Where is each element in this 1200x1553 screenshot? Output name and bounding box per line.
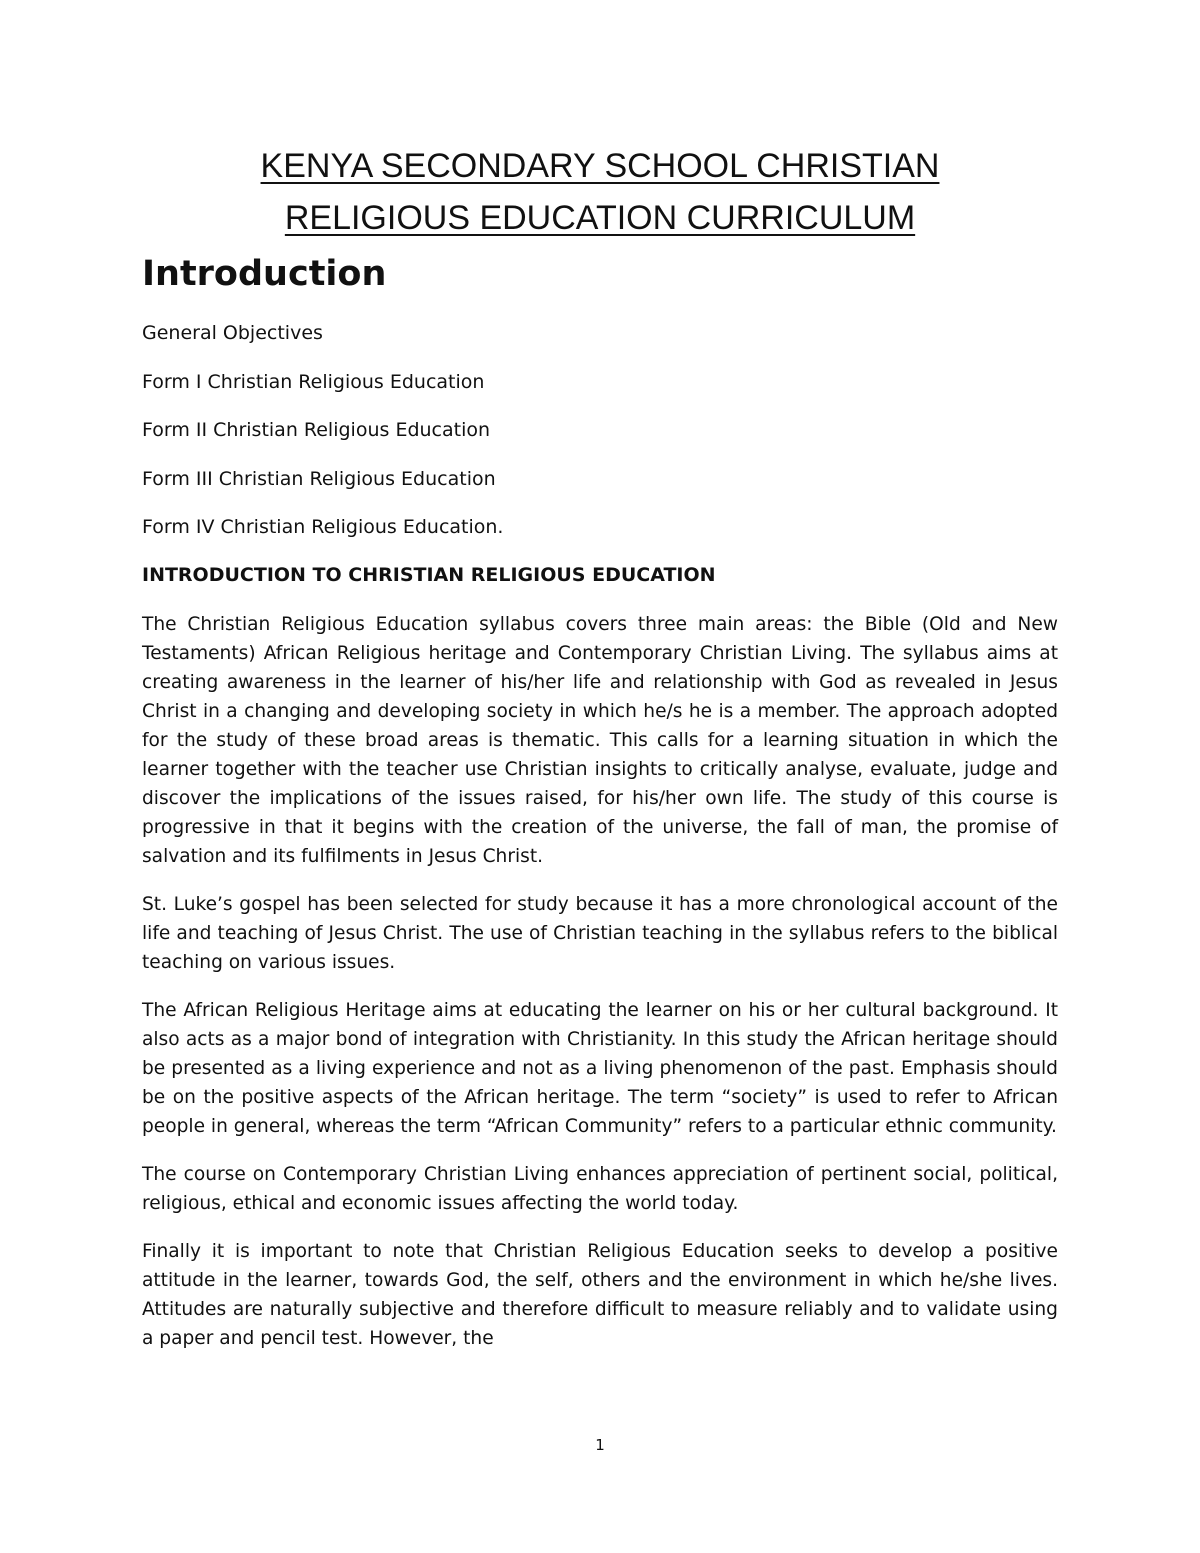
page-number: 1 <box>595 1436 605 1454</box>
introduction-heading: Introduction <box>142 254 387 294</box>
paragraph-contemporary-living: The course on Contemporary Christian Living enhances appreciation of pertinent social, political, religious, ethical and economic issues affecting the world today. <box>142 1164 1058 1214</box>
contents-item-form-1: Form I Christian Religious Education <box>142 370 485 393</box>
paragraph-syllabus-overview: The Christian Religious Education syllabus covers three main areas: the Bible (Old and New Testaments) African Religious heritage and Contemporary Christian Living. The syllabus aims at creating awareness in the learner of his/her life and relationship with God as revealed in Jesus Christ in a changing and developing society in which he/s he is a member. The approach adopted for the study of these broad areas is thematic. This calls for a learning situation in which the learner together with the teacher use Christian insights to critically analyse, evaluate, judge and discover the implications of the issues raised, for his/her own life. The study of this course is progressive in that it begins with the creation of the universe, the fall of man, the promise of salvation and its fulfilments in Jesus Christ. <box>142 614 1058 867</box>
contents-item-form-2: Form II Christian Religious Education <box>142 419 491 441</box>
contents-item-form-3: Form III Christian Religious Education <box>142 467 496 490</box>
contents-item-general-objectives: General Objectives <box>142 322 323 344</box>
document-title <box>142 140 1058 244</box>
paragraph-luke-gospel: St. Luke’s gospel has been selected for study because it has a more chronological account of the life and teaching of Jesus Christ. The use of Christian teaching in the syllabus refers to the biblical teaching on various issues. <box>142 894 1058 973</box>
body-text <box>142 610 1058 1372</box>
paragraph-african-heritage: The African Religious Heritage aims at educating the learner on his or her cultural background. It also acts as a major bond of integration with Christianity. In this study the African heritage should be presented as a living experience and not as a living phenomenon of the past. Emphasis should be on the positive aspects of the African heritage. The term “society” is used to refer to African people in general, whereas the term “African Community” refers to a particular ethnic community. <box>142 1000 1058 1137</box>
section-heading: INTRODUCTION TO CHRISTIAN RELIGIOUS EDUCATION <box>142 564 716 586</box>
contents-list <box>142 319 1058 562</box>
paragraph-attitudes: Finally it is important to note that Christian Religious Education seeks to develop a positive attitude in the learner, towards God, the self, others and the environment in which he/she lives. Attitudes are naturally subjective and therefore difficult to measure reliably and to validate using a paper and pencil test. However, the <box>142 1241 1058 1349</box>
contents-item-form-4: Form IV Christian Religious Education. <box>142 516 504 538</box>
document-title-line-1: KENYA SECONDARY SCHOOL CHRISTIAN <box>260 147 940 185</box>
document-title-line-2: RELIGIOUS EDUCATION CURRICULUM <box>284 199 916 237</box>
